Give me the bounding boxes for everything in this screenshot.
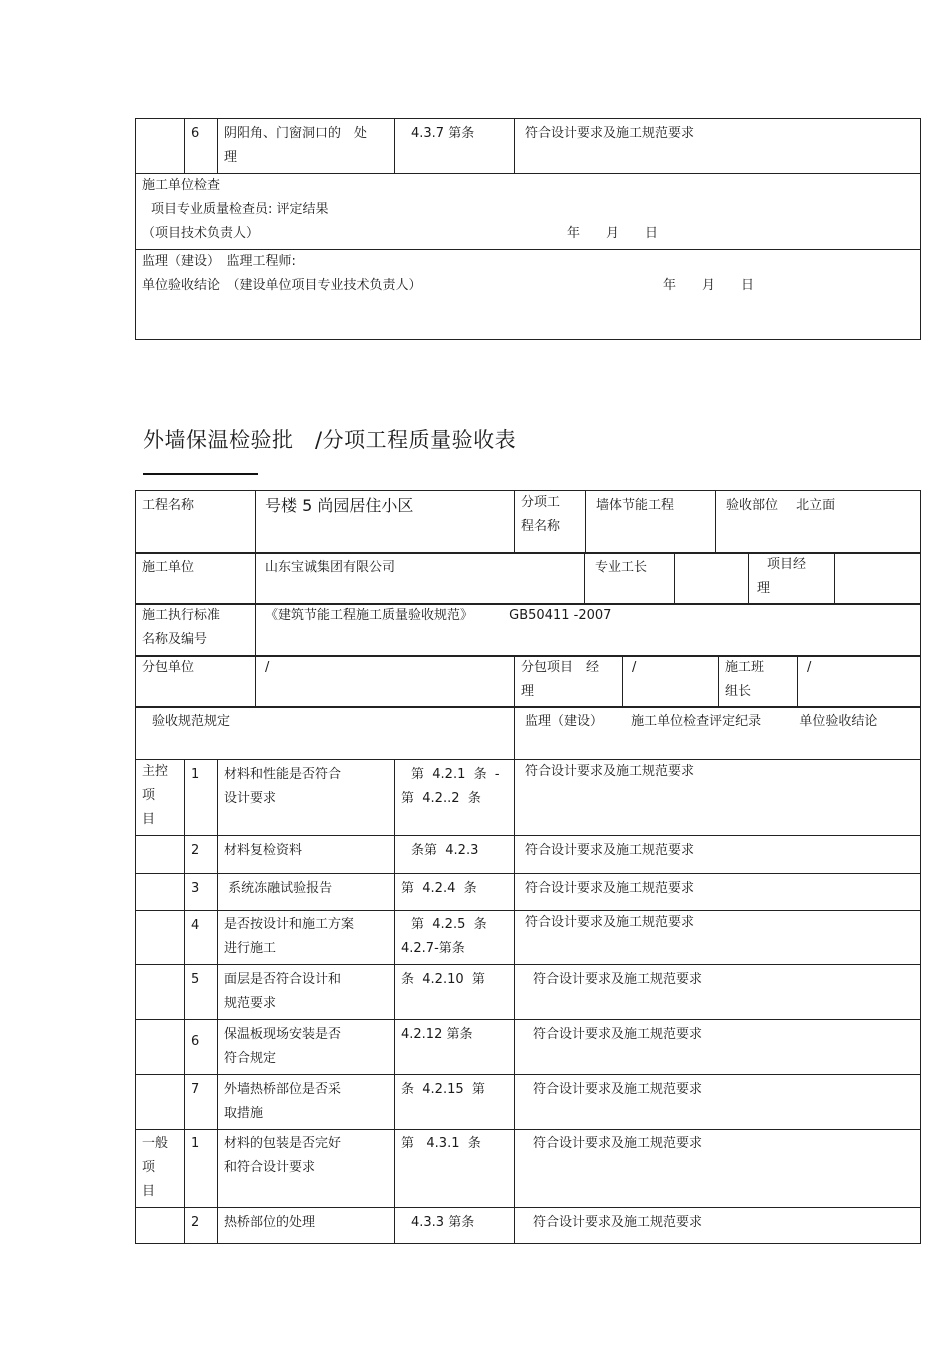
quality-inspector-line: 项目专业质量检查员: 评定结果 [151, 202, 329, 217]
table-row-item: 材料和性能是否符合 设计要求 [218, 760, 395, 836]
construction-check-date: 年 月 日 [567, 226, 659, 241]
subcontractor-value: / [256, 656, 515, 708]
standard-code: GB50411 -2007 [509, 608, 612, 623]
check-header [515, 707, 921, 760]
table-row-item: 材料的包装是否完好 和符合设计要求 [218, 1130, 395, 1208]
construction-check-cell [136, 174, 921, 250]
table-row-result: 符合设计要求及施工规范要求 [515, 874, 921, 911]
inspection-part-cell [716, 491, 921, 554]
top-row-num: 6 [185, 119, 218, 174]
table-row-num: 7 [185, 1075, 218, 1130]
table-row-result: 符合设计要求及施工规范要求 [515, 836, 921, 874]
table-row-item: 材料复检资料 [218, 836, 395, 874]
table-row-item: 系统冻融试验报告 [218, 874, 395, 911]
top-row-result: 符合设计要求及施工规范要求 [515, 119, 921, 174]
table-row-num: 2 [185, 836, 218, 874]
table-row-num: 5 [185, 965, 218, 1020]
table-row-clause: 第 4.2.1 条 - 第 4.2..2 条 [395, 760, 515, 836]
table-row-item: 保温板现场安装是否 符合规定 [218, 1020, 395, 1075]
table-row-group-blank [136, 1020, 185, 1075]
check-header-conclusion: 单位验收结论 [799, 714, 878, 729]
table-row-num: 4 [185, 911, 218, 965]
table-row-clause: 第 4.3.1 条 [395, 1130, 515, 1208]
inspection-part-value: 北立面 [796, 498, 836, 513]
check-header-supervision: 监理（建设） [525, 714, 604, 729]
table-row-group-blank [136, 965, 185, 1020]
table-row-clause: 4.3.3 第条 [395, 1208, 515, 1244]
table-row-result: 符合设计要求及施工规范要求 [515, 1075, 921, 1130]
table-row-item: 面层是否符合设计和 规范要求 [218, 965, 395, 1020]
supervision-line1: 监理（建设） 监理工程师: [142, 254, 296, 269]
construction-check-heading: 施工单位检查 [142, 178, 221, 193]
project-name-label: 工程名称 [136, 491, 256, 554]
table-row-group-blank [136, 874, 185, 911]
table-row-num: 1 [185, 760, 218, 836]
general-label: 一般 项 目 [136, 1130, 185, 1208]
header-row-construction-unit [135, 552, 921, 605]
foreman-label: 专业工长 [585, 553, 675, 605]
supervision-line2: 单位验收结论 （建设单位项目专业技术负责人） [142, 278, 422, 293]
inspection-items-table [135, 706, 921, 1244]
sub-manager-label: 分包项目 经 理 [515, 656, 623, 708]
table-row-group-blank [136, 911, 185, 965]
sub-project-label: 分项工 程名称 [515, 491, 586, 554]
table-row-item: 热桥部位的处理 [218, 1208, 395, 1244]
table-row-item: 是否按设计和施工方案 进行施工 [218, 911, 395, 965]
table-row-result: 符合设计要求及施工规范要求 [515, 1020, 921, 1075]
check-header-construction: 施工单位检查评定纪录 [631, 714, 762, 729]
pm-value [835, 553, 921, 605]
top-row-item: 阴阳角、门窗洞口的 处 理 [218, 119, 395, 174]
table-row-group-blank [136, 1075, 185, 1130]
table-row-num: 1 [185, 1130, 218, 1208]
page-title: 外墙保温检验批 /分项工程质量验收表 [143, 428, 517, 452]
table-row-num: 3 [185, 874, 218, 911]
table-row-clause: 条 4.2.15 第 [395, 1075, 515, 1130]
table-row-clause: 第 4.2.4 条 [395, 874, 515, 911]
supervision-cell [136, 250, 921, 340]
construction-unit-value: 山东宝诚集团有限公司 [256, 553, 585, 605]
header-row-subcontractor [135, 655, 921, 708]
header-row-standard [135, 603, 921, 657]
spec-header: 验收规范规定 [136, 707, 515, 760]
standard-value [256, 604, 921, 657]
table-row-result: 符合设计要求及施工规范要求 [515, 760, 921, 836]
tech-lead-line: （项目技术负责人） [142, 226, 260, 241]
top-row-clause: 4.3.7 第条 [395, 119, 515, 174]
main-control-label: 主控 项 目 [136, 760, 185, 836]
table-row-num: 6 [185, 1020, 218, 1075]
table-row-result: 符合设计要求及施工规范要求 [515, 911, 921, 965]
table-row-clause: 第 4.2.5 条 4.2.7-第条 [395, 911, 515, 965]
table-row-num: 2 [185, 1208, 218, 1244]
table-row-result: 符合设计要求及施工规范要求 [515, 1130, 921, 1208]
standard-name: 《建筑节能工程施工质量验收规范》 [265, 608, 474, 623]
sub-manager-value: / [623, 656, 719, 708]
project-name-value: 号楼 5 尚园居住小区 [256, 491, 515, 554]
sub-project-value: 墙体节能工程 [586, 491, 716, 554]
inspection-part-label: 验收部位 [726, 498, 779, 513]
supervision-date: 年 月 日 [663, 278, 755, 293]
construction-unit-label: 施工单位 [136, 553, 256, 605]
table-row-result: 符合设计要求及施工规范要求 [515, 965, 921, 1020]
standard-label: 施工执行标准 名称及编号 [136, 604, 256, 657]
team-leader-label: 施工班 组长 [719, 656, 798, 708]
team-leader-value: / [798, 656, 921, 708]
top-table [135, 118, 921, 340]
subcontractor-label: 分包单位 [136, 656, 256, 708]
table-row-item: 外墙热桥部位是否采 取措施 [218, 1075, 395, 1130]
table-row-group-blank [136, 1208, 185, 1244]
foreman-value [675, 553, 749, 605]
title-underline [143, 473, 258, 475]
table-row-clause: 条第 4.2.3 [395, 836, 515, 874]
table-row-clause: 条 4.2.10 第 [395, 965, 515, 1020]
table-row-clause: 4.2.12 第条 [395, 1020, 515, 1075]
pm-label: 项目经 理 [749, 553, 835, 605]
header-row-project [135, 490, 921, 554]
top-row-blank [136, 119, 185, 174]
table-row-group-blank [136, 836, 185, 874]
table-row-result: 符合设计要求及施工规范要求 [515, 1208, 921, 1244]
